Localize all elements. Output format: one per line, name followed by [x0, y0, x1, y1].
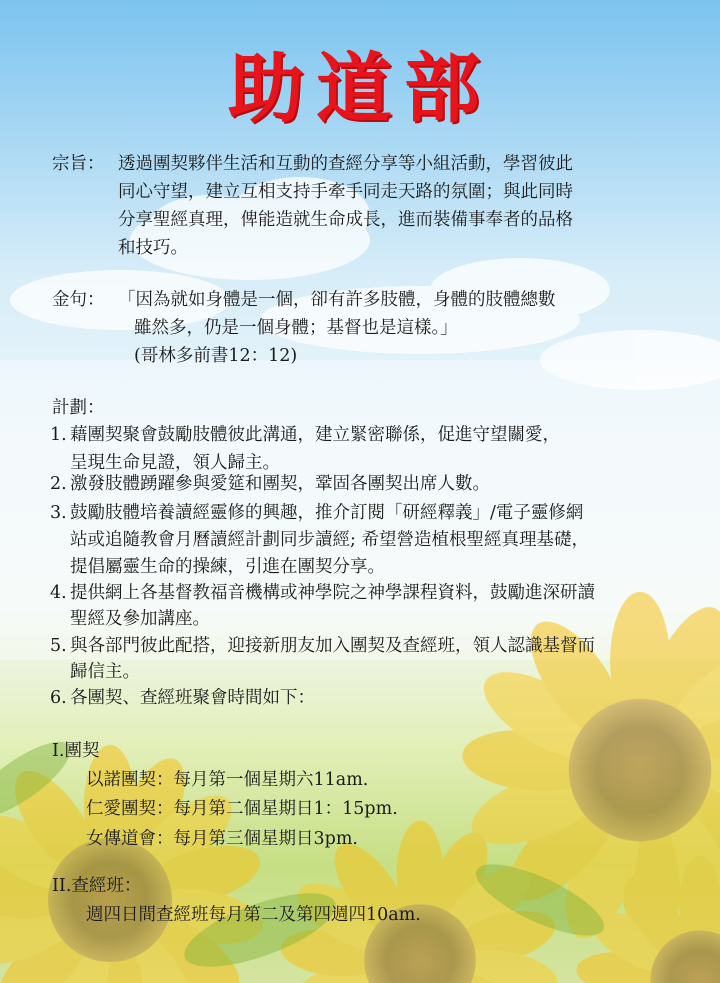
fellowship-schedule: 女傳道會：每月第三個星期日3pm.	[86, 829, 358, 849]
bible-class-schedule: 週四日間查經班每月第二及第四週四10am.	[86, 905, 421, 925]
plan-item-line: 激發肢體踴躍參與愛筵和團契，鞏固各團契出席人數。	[70, 474, 490, 494]
verse-line: 「因為就如身體是一個，卻有許多肢體，身體的肢體總數	[118, 290, 556, 310]
plan-item-number: 1.	[50, 425, 67, 445]
plan-item-line: 呈現生命見證，領人歸主。	[70, 453, 280, 473]
purpose-line: 分享聖經真理，俾能造就生命成長，進而裝備事奉者的品格	[118, 210, 573, 230]
purpose-line: 和技巧。	[118, 238, 188, 258]
verse-label: 金句：	[52, 290, 105, 310]
plan-item-number: 2.	[50, 474, 67, 494]
page-title: 助道部	[228, 44, 492, 133]
verse-reference: (哥林多前書12：12)	[134, 346, 298, 366]
fellowship-schedule: 以諾團契：每月第一個星期六11am.	[86, 770, 369, 790]
plan-item-line: 提倡屬靈生命的操練，引進在團契分享。	[70, 557, 385, 577]
bible-class-label: II.查經班：	[52, 876, 142, 896]
plan-item-line: 藉團契聚會鼓勵肢體彼此溝通，建立緊密聯係，促進守望關愛，	[70, 425, 560, 445]
plan-item-number: 4.	[50, 583, 67, 603]
plan-item-number: 5.	[50, 636, 67, 656]
plan-item-number: 6.	[50, 688, 67, 708]
plan-item-line: 與各部門彼此配搭，迎接新朋友加入團契及查經班，領人認識基督而	[70, 636, 595, 656]
plan-item-line: 鼓勵肢體培養讀經靈修的興趣，推介訂閱「研經釋義」/電子靈修網	[70, 503, 584, 523]
plan-item-line: 提供網上各基督教福音機構或神學院之神學課程資料，鼓勵進深研讀	[70, 583, 595, 603]
purpose-label: 宗旨：	[52, 154, 105, 174]
plan-item-line: 聖經及參加講座。	[70, 609, 210, 629]
fellowship-label: I.團契	[52, 741, 100, 761]
verse-line: 雖然多，仍是一個身體；基督也是這樣。」	[134, 318, 458, 338]
plan-item-line: 歸信主。	[70, 662, 140, 682]
purpose-line: 同心守望，建立互相支持手牽手同走天路的氛圍；與此同時	[118, 182, 573, 202]
plan-item-line: 各團契、查經班聚會時間如下：	[70, 688, 315, 708]
fellowship-schedule: 仁愛團契：每月第二個星期日1：15pm.	[86, 799, 398, 819]
plan-item-line: 站或追隨教會月曆讀經計劃同步讀經; 希望營造植根聖經真理基礎，	[70, 530, 589, 550]
plan-label: 計劃：	[52, 398, 105, 418]
purpose-line: 透過團契夥伴生活和互動的查經分享等小組活動，學習彼此	[118, 154, 573, 174]
plan-item-number: 3.	[50, 503, 67, 523]
